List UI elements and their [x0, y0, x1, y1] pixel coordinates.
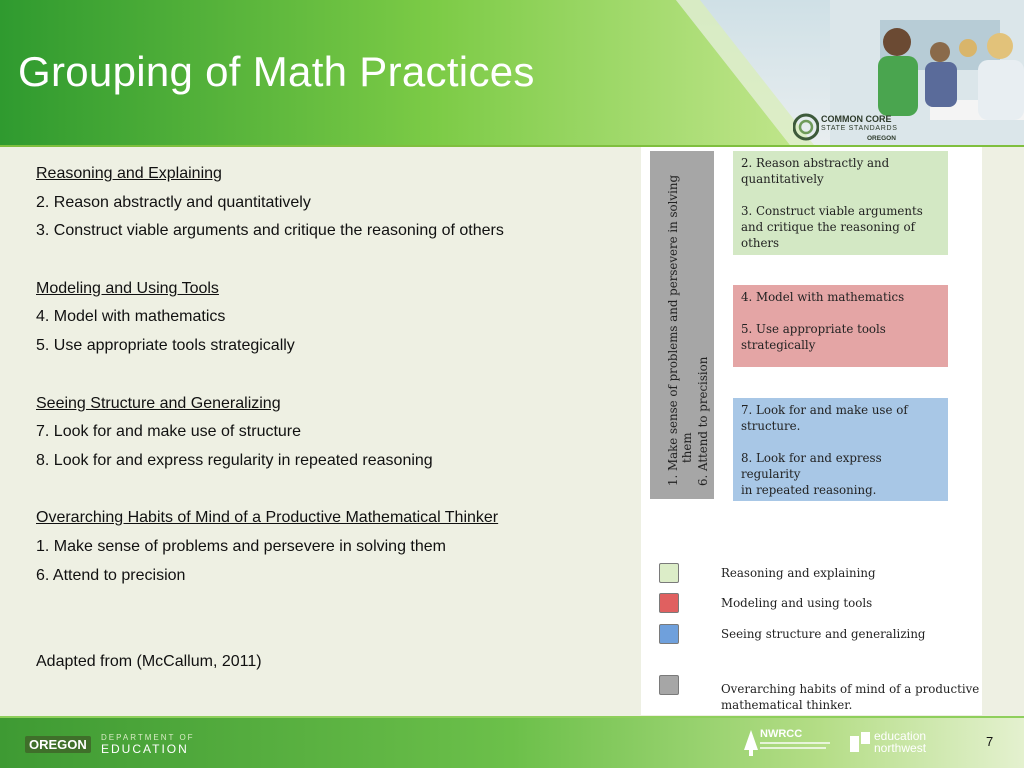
box-text: 7. Look for and make use of [741, 403, 908, 417]
spacer [36, 619, 626, 648]
legend-label: mathematical thinker. [721, 698, 853, 712]
practice-item: 6. Attend to precision [36, 566, 186, 584]
modeling-box [733, 285, 948, 367]
legend-swatch-green [659, 563, 679, 583]
practices-diagram [641, 147, 982, 715]
practice-item: 5. Use appropriate tools strategically [36, 337, 295, 355]
box-text: 8. Look for and express regularity [741, 451, 882, 481]
department-of-text: DEPARTMENT OF [101, 733, 195, 742]
nwrcc-logo [744, 728, 834, 758]
group-heading-overarching: Overarching Habits of Mind of a Productive Mathematical Thinker [36, 509, 499, 527]
page-title: Grouping of Math Practices [18, 48, 535, 95]
practice-item: 4. Model with mathematics [36, 308, 226, 326]
oregon-wordmark: OREGON [25, 736, 91, 753]
group-heading-modeling: Modeling and Using Tools [36, 279, 219, 297]
education-northwest-logo [850, 730, 940, 756]
spacer [36, 590, 626, 619]
legend-item-modeling [659, 593, 979, 621]
box-text: 3. Construct viable arguments [741, 204, 923, 218]
legend-swatch-red [659, 593, 679, 613]
reasoning-box [733, 151, 948, 255]
slide-header [0, 0, 1024, 147]
box-text: quantitatively [741, 172, 824, 186]
legend-label: Modeling and using tools [721, 596, 873, 610]
box-text: structure. [741, 419, 801, 433]
practice-item: 3. Construct viable arguments and critique the reasoning of others [36, 222, 504, 240]
legend-label: Reasoning and explaining [721, 566, 876, 580]
box-text: 4. Model with mathematics [741, 290, 905, 304]
practice-item: 8. Look for and express regularity in repeated reasoning [36, 451, 433, 469]
education-northwest-line1: education [874, 729, 927, 743]
box-text: strategically [741, 338, 816, 352]
legend-item-structure [659, 624, 979, 652]
common-core-line3: OREGON [867, 135, 896, 142]
vertical-text-line3: 6. Attend to precision [696, 356, 710, 486]
practice-item: 1. Make sense of problems and persevere in solving them [36, 537, 446, 555]
common-core-line1: COMMON CORE [821, 114, 892, 124]
group-heading-reasoning: Reasoning and Explaining [36, 165, 222, 182]
vertical-text-line1: 1. Make sense of problems and persevere in solving [666, 174, 680, 486]
spacer [36, 246, 626, 275]
nwrcc-tagline [760, 742, 830, 744]
spacer [36, 361, 626, 390]
legend-swatch-gray [659, 675, 679, 695]
education-northwest-icon [850, 732, 870, 754]
box-text: in repeated reasoning. [741, 483, 877, 497]
legend-swatch-blue [659, 624, 679, 644]
nwrcc-text: NWRCC [760, 728, 803, 740]
education-northwest-line2: northwest [874, 741, 927, 755]
structure-box [733, 398, 948, 501]
practice-item: 7. Look for and make use of structure [36, 423, 302, 441]
group-heading-structure: Seeing Structure and Generalizing [36, 394, 281, 412]
tree-icon [744, 730, 758, 756]
common-core-line2: STATE STANDARDS [821, 125, 898, 132]
box-text: and critique the reasoning of [741, 220, 915, 234]
education-text: EDUCATION [101, 742, 189, 756]
common-core-logo [793, 108, 908, 146]
practice-groups [36, 160, 626, 676]
page-number: 7 [986, 734, 994, 749]
box-text: 5. Use appropriate tools [741, 322, 886, 336]
spacer [36, 476, 626, 505]
practice-item: 2. Reason abstractly and quantitatively [36, 193, 311, 211]
nwrcc-tagline [760, 747, 826, 749]
box-text: others [741, 236, 780, 250]
overarching-bar-text [650, 151, 714, 499]
vertical-text-line2: them [680, 432, 694, 463]
legend-label: Overarching habits of mind of a productive [721, 682, 980, 696]
citation: Adapted from (McCallum, 2011) [36, 652, 262, 670]
swirl-icon [793, 110, 819, 144]
box-text: 2. Reason abstractly and [741, 156, 890, 170]
legend-item-overarching [659, 675, 979, 711]
legend-item-reasoning [659, 563, 979, 591]
legend-label: Seeing structure and generalizing [721, 627, 926, 641]
